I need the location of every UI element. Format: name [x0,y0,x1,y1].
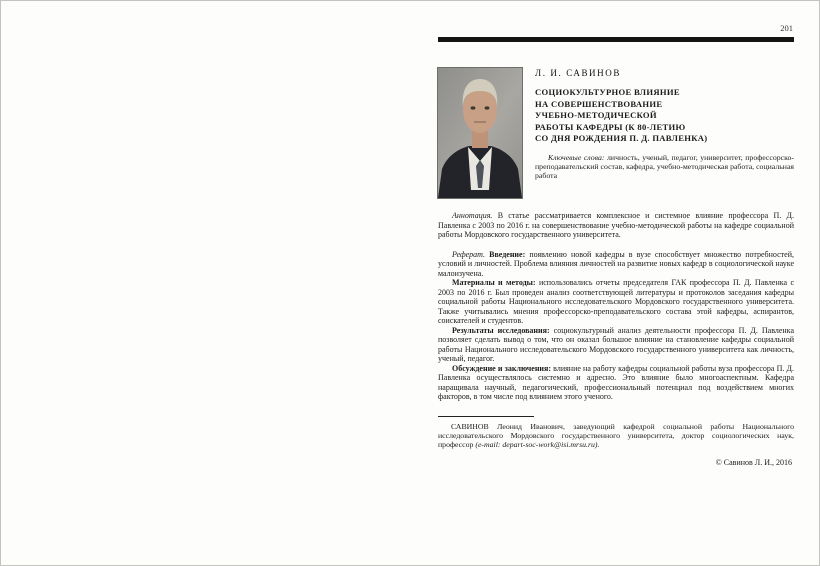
annotation-paragraph [438,211,794,240]
footnote-author-name: САВИНОВ Леонид Иванович [451,421,563,431]
text-column [438,23,794,467]
materials-methods-lead: Материалы и методы: [452,278,536,287]
discussion-text: влияние на работу кафедры социальной работы вуза профессора П. Д. Павленка осуществлялось системно и адресно. Это влияние было многоаспектным. Кафедра наращивала научный, педагогический, профессиональный потенциал под воздействием многих факторов, в том числе под влиянием этого ученого. [438,363,794,401]
results-paragraph [438,326,794,364]
page-number: 201 [780,23,793,33]
annotation-label: Аннотация. [452,211,493,220]
results-lead: Результаты исследования: [452,325,550,335]
title-line: НА СОВЕРШЕНСТВОВАНИЕ [535,98,663,109]
referat-label: Реферат. [452,249,486,259]
article-header [438,68,794,198]
title-line: СОЦИОКУЛЬТУРНОЕ ВЛИЯНИЕ [535,87,680,97]
referat-introduction-paragraph [438,250,794,279]
introduction-lead: Введение: [485,249,526,259]
author-photo [438,68,522,198]
title-line: СО ДНЯ РОЖДЕНИЯ П. Д. ПАВЛЕНКА) [535,133,708,144]
keywords-text: личность, ученый, педагог, университет, профессорско-преподавательский состав, кафедра, учебно-методическая работа, социальная работа [535,152,794,181]
author-name: Л. И. САВИНОВ [535,68,621,78]
annotation-text: В статье рассматривается комплексное и системное влияние профессора П. Д. Павленка с 2003 по 2016 г. на совершенствование учебно-методической работы на кафедре социальной работы Мордовского государственного университета. [438,211,794,239]
introduction-text: появлению новой кафедры в вузе способствует множество потребностей, условий и личностей. Проблема влияния личностей на развитие новых кафедр в социологической науке малоизучена. [438,249,794,278]
results-text: социокультурный анализ деятельности профессора П. Д. Павленка позволяет сделать вывод о том, что он оказал большое влияние на становление кафедры социальной работы Национального исследовательского Мордовского государственного университета как личность, ученый, педагог. [438,325,794,363]
title-block [535,68,794,181]
discussion-conclusions-paragraph [438,364,794,402]
keywords-label: Ключевые слова: [548,152,605,162]
discussion-lead: Обсуждение и заключения: [452,363,552,373]
author-footnote [438,422,794,450]
referat-section [438,250,794,402]
title-line: УЧЕБНО-МЕТОДИЧЕСКОЙ [535,110,657,121]
footnote-rule [438,416,534,417]
header-rule [438,37,794,42]
copyright-line: © Савинов Л. И., 2016 [715,458,792,468]
materials-methods-paragraph [438,278,794,326]
materials-methods-text: использовались отчеты председателя ГАК профессора П. Д. Павленка с 2003 по 2016 г. Был проведен анализ соответствующей литературы и протоколов заседания кафедры социальной работы Национального исследовательского Мордовского государственного университета. Также учитывались мнения профессорско-преподавательского состава этой кафедры, аспирантов, соискателей и студентов. [438,278,794,325]
keywords-paragraph [535,153,794,181]
author-portrait-illustration [438,68,522,198]
footnote-email: (e-mail: depart-soc-work@isi.mrsu.ru). [475,440,600,450]
footnote-affiliation: , заведующий кафедрой социальной работы Национального исследовательского Мордовского государственного университета, доктор социологических наук, профессор [438,421,794,450]
title-line: РАБОТЫ КАФЕДРЫ (К 80-ЛЕТИЮ [535,121,686,132]
article-title [535,87,794,145]
